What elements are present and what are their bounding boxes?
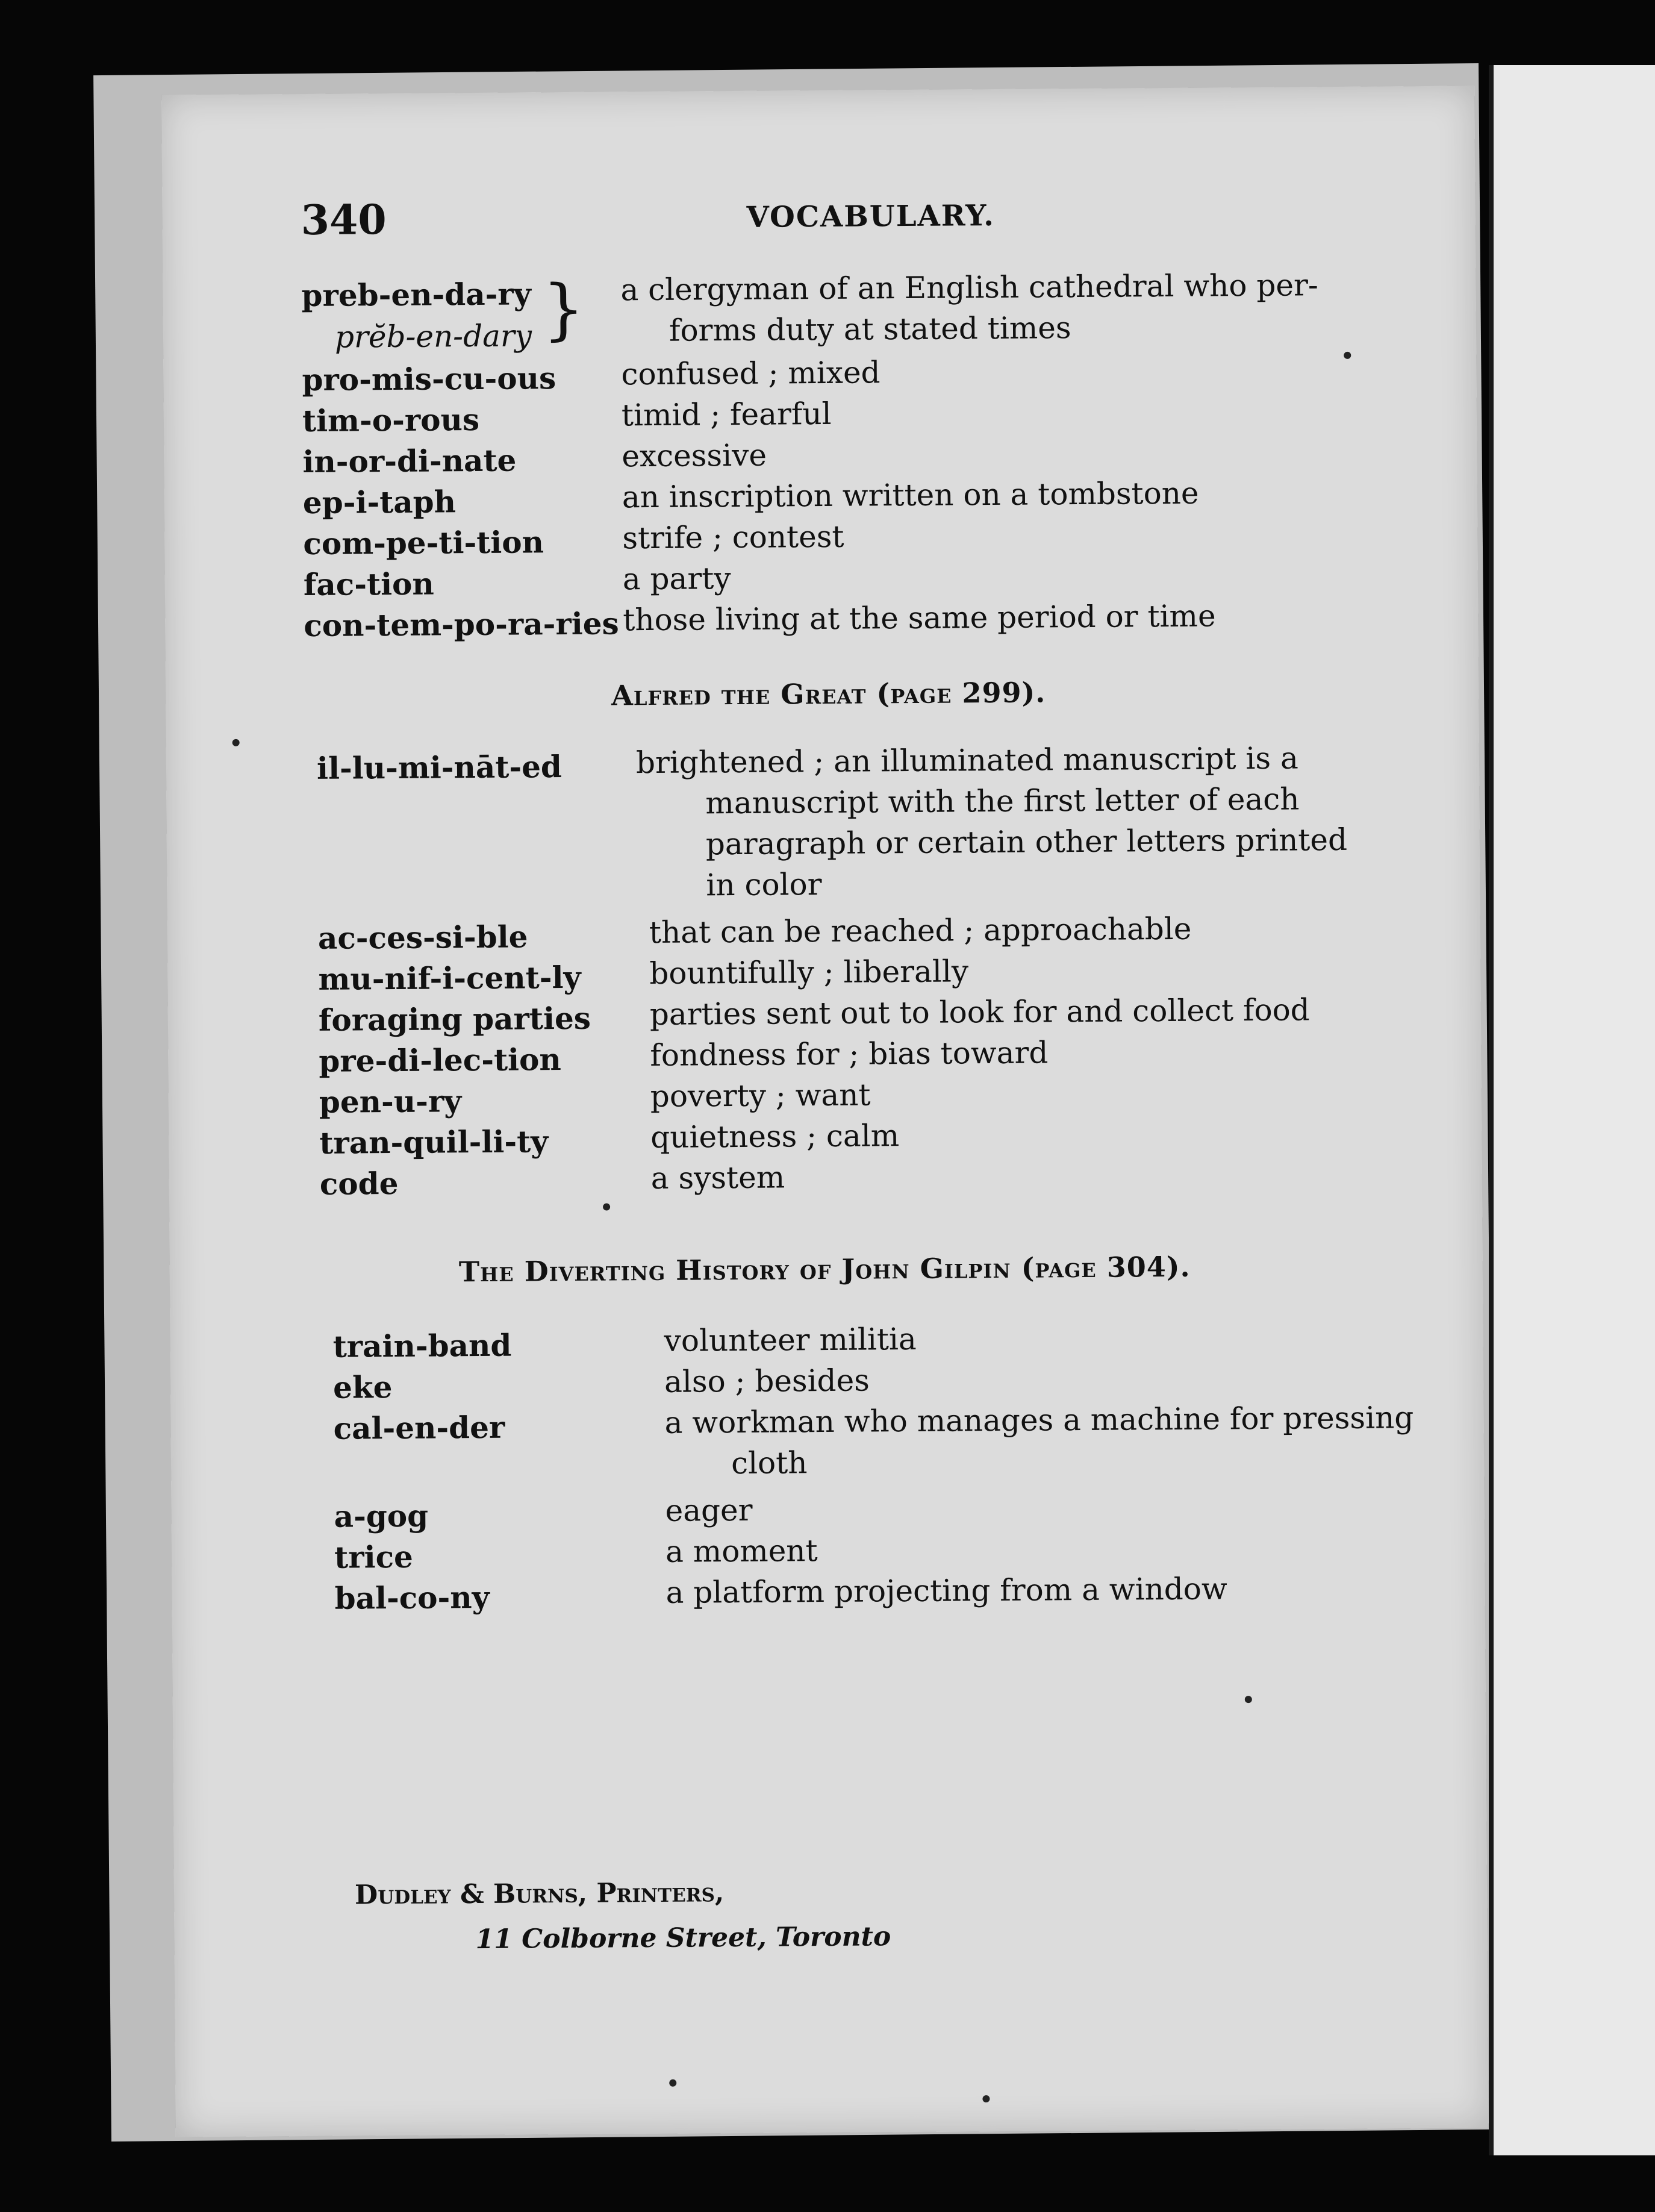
term: in-or-di-nate	[302, 442, 517, 480]
definition-continued: manuscript with the first letter of each	[705, 781, 1300, 821]
term-alt: prĕb-en-dary	[334, 318, 532, 355]
definition: confused ; mixed	[621, 355, 880, 392]
term: train-band	[332, 1327, 512, 1364]
definition: that can be reached ; approachable	[649, 911, 1192, 951]
facing-page	[1489, 65, 1655, 2155]
term: ep-i-taph	[302, 484, 457, 521]
definition: also ; besides	[664, 1363, 870, 1399]
term: a-gog	[334, 1498, 429, 1534]
imprint-printer: Dudley & Burns, Printers,	[354, 1877, 725, 1911]
running-head: VOCABULARY.	[746, 198, 996, 234]
definition: volunteer militia	[664, 1321, 917, 1358]
term: eke	[332, 1369, 393, 1405]
definition-continued: forms duty at stated times	[669, 310, 1071, 348]
imprint-address: 11 Colborne Street, Toronto	[475, 1921, 891, 1955]
section-heading: Alfred the Great (page 299).	[611, 676, 1046, 712]
brace-icon: }	[542, 270, 585, 348]
definition: a moment	[665, 1533, 818, 1569]
definition-continued: cloth	[731, 1445, 808, 1481]
page-number: 340	[301, 196, 387, 245]
scan-speck	[1344, 352, 1351, 359]
term: preb-en-da-ry	[301, 276, 531, 314]
term: bal-co-ny	[334, 1579, 490, 1616]
definition-continued: in color	[706, 867, 822, 903]
definition: a system	[650, 1160, 785, 1196]
term: pro-mis-cu-ous	[302, 360, 556, 398]
definition: a clergyman of an English cathedral who per-	[620, 267, 1318, 308]
term: foraging parties	[318, 1000, 591, 1038]
term: trice	[334, 1539, 414, 1575]
definition: a workman who manages a machine for pressing	[664, 1400, 1414, 1440]
definition: strife ; contest	[622, 519, 844, 556]
definition: timid ; fearful	[621, 396, 832, 433]
term: pen-u-ry	[319, 1083, 462, 1120]
term: code	[319, 1165, 399, 1202]
term: cal-en-der	[333, 1409, 505, 1446]
term: fac-tion	[303, 566, 434, 603]
scan-speck	[982, 2095, 990, 2102]
page-header	[301, 189, 1337, 251]
definition: bountifully ; liberally	[649, 954, 969, 992]
definition: fondness for ; bias toward	[650, 1035, 1049, 1073]
definition: excessive	[622, 437, 767, 474]
vocabulary-page	[161, 86, 1489, 2137]
definition: brightened ; an illuminated manuscript is a	[635, 740, 1298, 781]
term: pre-di-lec-tion	[319, 1042, 561, 1079]
term: con-tem-po-ra-ries	[304, 605, 619, 644]
scan-speck	[603, 1203, 610, 1210]
definition-continued: paragraph or certain other letters printed	[705, 822, 1348, 862]
term: ac-ces-si-ble	[317, 919, 528, 956]
section-heading: The Diverting History of John Gilpin (page 304).	[458, 1250, 1191, 1289]
definition: a platform projecting from a window	[665, 1571, 1227, 1610]
definition: poverty ; want	[650, 1077, 871, 1114]
scan-speck	[1245, 1696, 1252, 1703]
term: tim-o-rous	[302, 401, 480, 439]
term: tran-quil-li-ty	[319, 1123, 549, 1161]
definition: quietness ; calm	[650, 1118, 900, 1155]
definition: parties sent out to look for and collect food	[649, 992, 1310, 1033]
term: com-pe-ti-tion	[303, 524, 544, 562]
definition: an inscription written on a tombstone	[622, 475, 1199, 515]
definition: a party	[622, 561, 731, 597]
scan-speck	[232, 739, 240, 746]
scan-speck	[669, 2079, 676, 2087]
term: il-lu-mi-nāt-ed	[316, 749, 563, 786]
term: mu-nif-i-cent-ly	[318, 959, 581, 997]
definition: eager	[665, 1492, 753, 1528]
definition: those living at the same period or time	[623, 598, 1216, 638]
